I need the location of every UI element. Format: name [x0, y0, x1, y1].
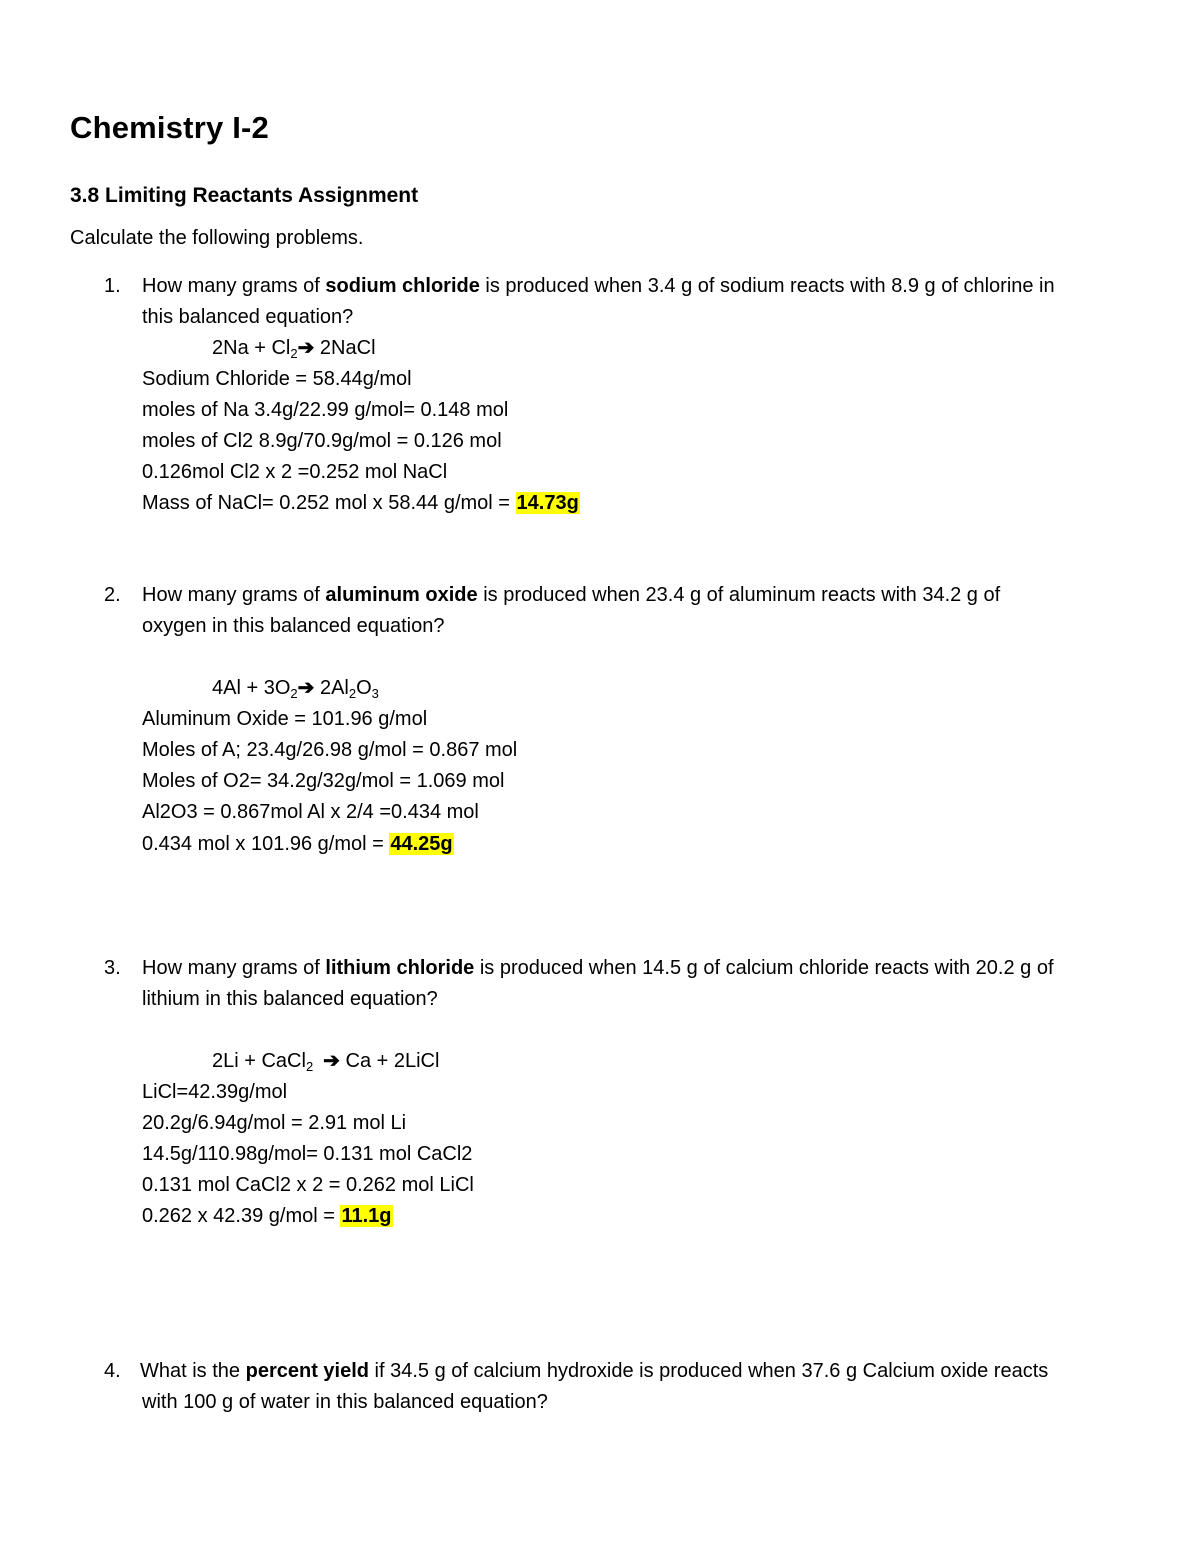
question-line-2: oxygen in this balanced equation? [142, 615, 445, 637]
question-text: is produced when 3.4 g of sodium reacts with 8.9 g of chlorine in [479, 275, 1055, 297]
question-text: if 34.5 g of calcium hydroxide is produced when 37.6 g Calcium oxide reacts [369, 1360, 1049, 1382]
highlighted-answer: 11.1g [341, 1205, 392, 1227]
question-text: How many grams of [142, 584, 326, 606]
subscript: 2 [290, 686, 298, 701]
reaction-arrow-icon: ➔ [297, 677, 315, 699]
equation-reactants: 2Na + Cl [212, 337, 291, 359]
work-line: Sodium Chloride = 58.44g/mol [142, 368, 412, 390]
question-text: is produced when 14.5 g of calcium chloride reacts with 20.2 g of [474, 957, 1054, 979]
equation-products: O [356, 677, 372, 699]
work-line: Moles of O2= 34.2g/32g/mol = 1.069 mol [142, 770, 505, 792]
work-line: Aluminum Oxide = 101.96 g/mol [142, 708, 428, 730]
problem-number: 4. [104, 1360, 121, 1382]
equation-products: Ca + 2LiCl [339, 1050, 440, 1072]
work-line: moles of Cl2 8.9g/70.9g/mol = 0.126 mol [142, 430, 502, 452]
equation-products: 2Al [314, 677, 349, 699]
reaction-arrow-icon: ➔ [297, 337, 315, 359]
question-keyword: lithium chloride [325, 957, 475, 979]
work-line: 14.5g/110.98g/mol= 0.131 mol CaCl2 [142, 1143, 473, 1165]
equation-reactants: 2Li + CaCl [212, 1050, 306, 1072]
question-line-1 [142, 582, 1000, 608]
reaction-arrow-icon: ➔ [323, 1050, 340, 1072]
final-calculation: Mass of NaCl= 0.252 mol x 58.44 g/mol = [142, 492, 516, 514]
final-calculation: 0.434 mol x 101.96 g/mol = [142, 833, 390, 855]
final-line [142, 831, 454, 857]
equation-reactants: 4Al + 3O [212, 677, 291, 699]
work-line: 20.2g/6.94g/mol = 2.91 mol Li [142, 1112, 407, 1134]
question-line-1 [142, 955, 1054, 981]
question-line-2: with 100 g of water in this balanced equation? [142, 1391, 548, 1413]
problem-number: 3. [104, 957, 121, 979]
subscript: 2 [305, 1059, 314, 1074]
page-title: Chemistry I-2 [70, 110, 269, 145]
instructions-text: Calculate the following problems. [70, 227, 364, 249]
final-calculation: 0.262 x 42.39 g/mol = [142, 1205, 341, 1227]
problem-number: 2. [104, 584, 121, 606]
balanced-equation [212, 675, 379, 701]
question-text: How many grams of [142, 275, 326, 297]
question-text: How many grams of [142, 957, 326, 979]
subscript: 3 [371, 686, 379, 701]
work-line: Moles of A; 23.4g/26.98 g/mol = 0.867 mol [142, 739, 518, 761]
work-line: 0.126mol Cl2 x 2 =0.252 mol NaCl [142, 461, 448, 483]
question-text: What is the [140, 1360, 246, 1382]
question-keyword: aluminum oxide [325, 584, 478, 606]
subscript: 2 [290, 346, 298, 361]
question-keyword: percent yield [245, 1360, 369, 1382]
highlighted-answer: 44.25g [390, 833, 453, 855]
problem-number: 1. [104, 275, 121, 297]
work-line: moles of Na 3.4g/22.99 g/mol= 0.148 mol [142, 399, 509, 421]
subscript: 2 [348, 686, 357, 701]
question-line-2: this balanced equation? [142, 306, 354, 328]
assignment-heading: 3.8 Limiting Reactants Assignment [70, 184, 419, 207]
work-line: Al2O3 = 0.867mol Al x 2/4 =0.434 mol [142, 801, 479, 823]
question-text: is produced when 23.4 g of aluminum reacts with 34.2 g of [477, 584, 1001, 606]
balanced-equation [212, 335, 376, 361]
highlighted-answer: 14.73g [516, 492, 579, 514]
work-line: LiCl=42.39g/mol [142, 1081, 288, 1103]
balanced-equation [212, 1048, 439, 1074]
question-line-1 [140, 1358, 1048, 1384]
final-line [142, 490, 580, 516]
question-line-2: lithium in this balanced equation? [142, 988, 438, 1010]
question-line-1 [142, 273, 1055, 299]
final-line [142, 1203, 393, 1229]
equation-products: 2NaCl [314, 337, 376, 359]
question-keyword: sodium chloride [325, 275, 480, 297]
work-line: 0.131 mol CaCl2 x 2 = 0.262 mol LiCl [142, 1174, 474, 1196]
